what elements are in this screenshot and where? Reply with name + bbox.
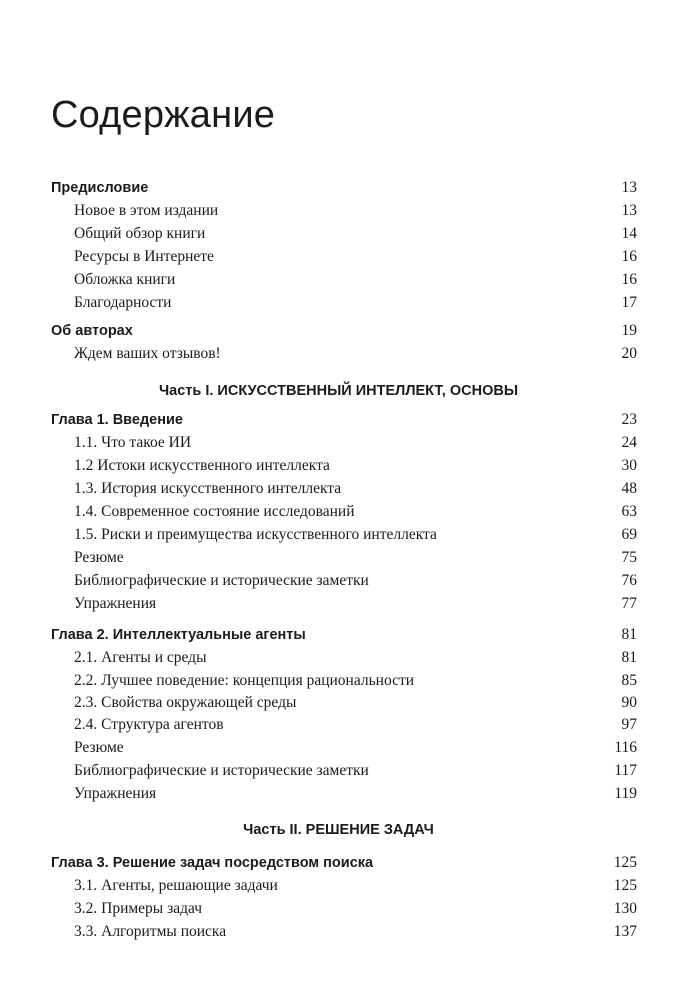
toc-entry-label: Резюме	[74, 739, 124, 756]
toc-section-preface[interactable]	[51, 177, 637, 199]
toc-entry[interactable]	[51, 501, 637, 523]
toc-entry[interactable]	[51, 670, 637, 692]
toc-entry-label: 3.3. Алгоритмы поиска	[74, 923, 227, 940]
toc-section-authors[interactable]	[51, 320, 637, 342]
toc-part-heading	[0, 380, 677, 402]
toc-page-number: 81	[621, 649, 637, 666]
toc-entry[interactable]	[51, 432, 637, 454]
toc-entry[interactable]	[51, 200, 637, 222]
toc-page-number: 13	[621, 179, 637, 196]
toc-page-number: 137	[613, 923, 637, 940]
toc-entry[interactable]	[51, 593, 637, 615]
toc-page-number: 24	[621, 434, 637, 451]
toc-chapter-2[interactable]	[51, 624, 637, 646]
toc-entry-label: 1.2 Истоки искусственного интеллекта	[74, 457, 330, 474]
toc-entry-label: Упражнения	[74, 785, 157, 802]
toc-page-number: 97	[621, 716, 637, 733]
toc-entry-label: Общий обзор книги	[74, 225, 206, 242]
toc-entry-label: 2.4. Структура агентов	[74, 716, 224, 733]
toc-page-number: 117	[614, 762, 637, 779]
toc-entry[interactable]	[51, 478, 637, 500]
toc-page-number: 30	[621, 457, 637, 474]
toc-entry[interactable]	[51, 570, 637, 592]
toc-entry[interactable]	[51, 875, 637, 897]
toc-part-label: Часть I. ИСКУССТВЕННЫЙ ИНТЕЛЛЕКТ, ОСНОВЫ	[158, 383, 519, 399]
toc-entry[interactable]	[51, 246, 637, 268]
toc-entry-label: Обложка книги	[74, 271, 176, 288]
toc-chapter-1[interactable]	[51, 409, 637, 431]
toc-entry-label: Глава 3. Решение задач посредством поиска	[51, 855, 374, 871]
toc-entry[interactable]	[51, 524, 637, 546]
toc-entry-label: Новое в этом издании	[74, 202, 219, 219]
toc-page-number: 69	[621, 526, 637, 543]
toc-page-number: 20	[621, 345, 637, 362]
toc-entry-label: 1.3. История искусственного интеллекта	[74, 480, 342, 497]
toc-entry-label: 1.5. Риски и преимущества искусственного интеллекта	[74, 526, 437, 543]
toc-entry-label: Резюме	[74, 549, 124, 566]
toc-page-number: 130	[613, 900, 637, 917]
toc-page-number: 125	[613, 854, 637, 871]
toc-entry-label: 1.1. Что такое ИИ	[74, 434, 192, 451]
toc-chapter-3[interactable]	[51, 852, 637, 874]
toc-entry[interactable]	[51, 455, 637, 477]
toc-entry[interactable]	[51, 647, 637, 669]
toc-entry-label: Упражнения	[74, 595, 157, 612]
toc-entry-label: 2.2. Лучшее поведение: концепция рациональности	[74, 672, 415, 689]
toc-entry[interactable]	[51, 737, 637, 759]
page-title: Содержание	[51, 94, 276, 136]
toc-entry-label: 2.3. Свойства окружающей среды	[74, 694, 297, 711]
toc-entry-label: Глава 1. Введение	[51, 412, 183, 428]
toc-part-heading	[0, 819, 677, 841]
toc-entry-label: Ждем ваших отзывов!	[74, 345, 221, 362]
toc-part-label: Часть II. РЕШЕНИЕ ЗАДАЧ	[243, 822, 434, 838]
toc-entry-label: Глава 2. Интеллектуальные агенты	[51, 627, 306, 643]
toc-page-number: 77	[621, 595, 637, 612]
toc-page-number: 75	[621, 549, 637, 566]
toc-page-number: 19	[621, 322, 637, 339]
toc-entry[interactable]	[51, 547, 637, 569]
toc-entry-label: 2.1. Агенты и среды	[74, 649, 207, 666]
toc-page-number: 17	[621, 294, 637, 311]
toc-entry[interactable]	[51, 692, 637, 714]
toc-page-number: 16	[621, 271, 637, 288]
toc-page-number: 81	[621, 626, 637, 643]
toc-page-number: 48	[621, 480, 637, 497]
toc-entry[interactable]	[51, 714, 637, 736]
toc-page-number: 16	[621, 248, 637, 265]
toc-entry[interactable]	[51, 760, 637, 782]
toc-entry[interactable]	[51, 269, 637, 291]
toc-entry-label: Благодарности	[74, 294, 172, 311]
toc-page-number: 90	[621, 694, 637, 711]
toc-page-number: 125	[613, 877, 637, 894]
toc-entry-label: 3.1. Агенты, решающие задачи	[74, 877, 278, 894]
toc-entry-label: 1.4. Современное состояние исследований	[74, 503, 355, 520]
toc-entry-label: Ресурсы в Интернете	[74, 248, 214, 265]
toc-entry[interactable]	[51, 783, 637, 805]
toc-entry-label: Об авторах	[51, 323, 133, 339]
toc-page-number: 14	[621, 225, 637, 242]
toc-entry-label: Библиографические и исторические заметки	[74, 572, 369, 589]
toc-entry[interactable]	[51, 343, 637, 365]
toc-entry-label: 3.2. Примеры задач	[74, 900, 203, 917]
toc-entry[interactable]	[51, 223, 637, 245]
toc-page-number: 23	[621, 411, 637, 428]
toc-entry[interactable]	[51, 898, 637, 920]
toc-entry[interactable]	[51, 292, 637, 314]
toc-page-number: 116	[614, 739, 637, 756]
toc-entry-label: Библиографические и исторические заметки	[74, 762, 369, 779]
toc-entry[interactable]	[51, 921, 637, 943]
toc-page-number: 76	[621, 572, 637, 589]
toc-page-number: 85	[621, 672, 637, 689]
toc-page-number: 63	[621, 503, 637, 520]
toc-page-number: 119	[614, 785, 637, 802]
toc-page-number: 13	[621, 202, 637, 219]
toc-entry-label: Предисловие	[51, 180, 149, 196]
